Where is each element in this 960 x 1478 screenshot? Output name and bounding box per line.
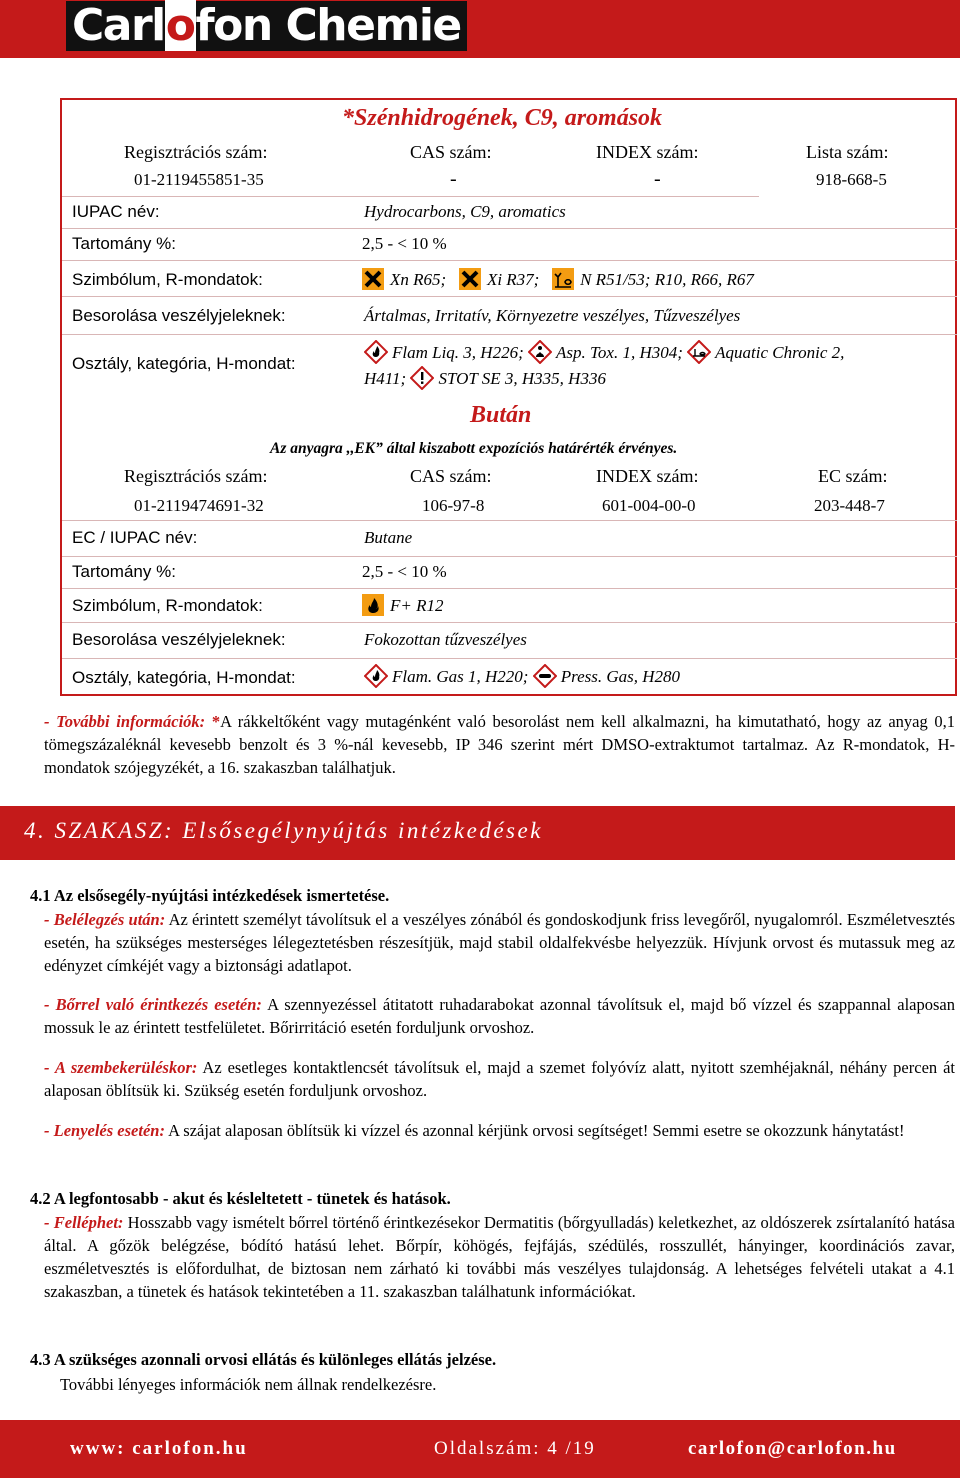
cas-label-2: CAS szám:	[410, 466, 492, 486]
ghs-exclamation-icon	[410, 366, 434, 390]
symbol-label-2: Szimbólum, R-mondatok:	[72, 596, 263, 615]
list-label: Lista szám:	[806, 142, 889, 162]
class-value: Ártalmas, Irritatív, Környezetre veszélyes, Tűzveszélyes	[364, 306, 741, 325]
xn-cross-icon	[362, 268, 384, 290]
ec-label: EC szám:	[818, 466, 888, 486]
reg-value-2: 01-2119474691-32	[134, 496, 264, 515]
symbol-label: Szimbólum, R-mondatok:	[72, 270, 263, 289]
index-label-2: INDEX szám:	[596, 466, 699, 486]
ghs-environment-icon	[687, 340, 711, 364]
hstatement-row-2: Flam. Gas 1, H220; Press. Gas, H280	[364, 664, 680, 688]
range-value: 2,5 - < 10 %	[362, 234, 447, 253]
iupac-label: IUPAC név:	[72, 202, 160, 221]
flame-icon	[362, 594, 384, 616]
s43-heading: 4.3 A szükséges azonnali orvosi ellátás és különleges ellátás jelzése.	[30, 1350, 497, 1369]
iupac-value: Hydrocarbons, C9, aromatics	[364, 202, 566, 221]
footer-band	[0, 1420, 960, 1478]
reg-value: 01-2119455851-35	[134, 170, 264, 189]
cas-label: CAS szám:	[410, 142, 492, 162]
s41-skin: - Bőrrel való érintkezés esetén: A szennyezéssel átitatott ruhadarabokat azonnal távolítsuk el, majd bő vízzel és szappannal alaposan mossuk le az érintett testfelületet. Bőrirritáció esetén forduljunk orvoshoz.	[44, 995, 955, 1037]
cas-value-2: 106-97-8	[422, 496, 485, 515]
more-info: - További információk: *A rákkeltőként vagy mutagénként való besorolást nem kell alkalmazni, ha kimutatható, hogy az anyag 0,1 tömegszázaléknál kevesebb benzolt és 3 %-nál kevesebb, IP 346 szerint mért DMSO-extraktumot tartalmaz. Az R-mondatok, H-mondatok szójegyzékét, a 16. szakaszban találhatjuk.	[44, 712, 956, 777]
company-logo: Carlofon Chemie	[66, 1, 467, 51]
s42-symptoms: - Felléphet: Hosszabb vagy ismételt bőrrel történő érintkezésekor Dermatitis (bőrgyulladás) keletkezhet, az oldószerek zsírtalanító hatása által. A gőzök belégzése, bódító hatású lehet. Bőrpír, köhögés, fejfájás, szédülés, rosszullét, hányinger, koordinációs zavar, eszméletvesztés is előfordulhat, de biztosan nem zárható ki további más veszélyes tulajdonság. A lehetséges felvételi utakat a 4.1 szakaszban, a tünetek és hatások tekintetében a 11. szakaszban találhatunk információkat.	[44, 1213, 956, 1301]
ghs-gas-cylinder-icon	[533, 664, 557, 688]
cas-value: -	[450, 168, 457, 190]
index-value-2: 601-004-00-0	[602, 496, 696, 515]
substance1-title: *Szénhidrogének, C9, aromások	[342, 105, 663, 131]
hstatement-row1: Flam Liq. 3, H226; Asp. Tox. 1, H304; Aquatic Chronic 2,	[364, 340, 844, 364]
index-label: INDEX szám:	[596, 142, 699, 162]
substance2-title: Bután	[470, 402, 532, 428]
reg-label: Regisztrációs szám:	[124, 142, 268, 162]
ghs-flame-icon	[364, 340, 388, 364]
environment-icon	[552, 268, 574, 290]
s41-swallow: - Lenyelés esetén: A szájat alaposan öblítsük ki vízzel és azonnal kérjünk orvosi segítséget! Semmi esetre se okozzunk hánytatást!	[44, 1121, 905, 1140]
s43-text: További lényeges információk nem állnak rendelkezésre.	[60, 1375, 437, 1394]
class-label-2: Besorolása veszélyjeleknek:	[72, 630, 286, 649]
ingredient-table	[60, 98, 957, 696]
exposure-note: Az anyagra ,,EK” által kiszabott expozíciós határérték érvényes.	[270, 440, 678, 457]
reg-label-2: Regisztrációs szám:	[124, 466, 268, 486]
footer-page-number: Oldalszám: 4 /19	[434, 1438, 596, 1459]
hstatement-row2: H411; STOT SE 3, H335, H336	[364, 366, 606, 390]
ghs-flame-icon	[364, 664, 388, 688]
range-label-2: Tartomány %:	[72, 562, 176, 581]
symbol-row: Xn R65; Xi R37; N R51/53; R10, R66, R67	[362, 268, 754, 290]
class-value-2: Fokozottan tűzveszélyes	[364, 630, 527, 649]
list-value: 918-668-5	[816, 170, 887, 189]
footer-email[interactable]: carlofon@carlofon.hu	[688, 1438, 897, 1459]
range-label: Tartomány %:	[72, 234, 176, 253]
range-value-2: 2,5 - < 10 %	[362, 562, 447, 581]
class-label: Besorolása veszélyjeleknek:	[72, 306, 286, 325]
section-title: 4. SZAKASZ: Elsősegélynyújtás intézkedések	[24, 818, 543, 843]
xi-cross-icon	[459, 268, 481, 290]
ghs-health-icon	[528, 340, 552, 364]
symbol-row-2: F+ R12	[362, 594, 444, 616]
s41-heading: 4.1 Az elsősegély-nyújtási intézkedések ismertetése.	[30, 886, 390, 905]
index-value: -	[654, 168, 661, 190]
iupac-label-2: EC / IUPAC név:	[72, 528, 198, 547]
hstatement-label: Osztály, kategória, H-mondat:	[72, 354, 296, 373]
s41-inhalation: - Belélegzés után: Az érintett személyt távolítsuk el a veszélyes zónából és gondoskodjunk friss levegőről, nyugalomról. Eszméletvesztés esetén, ha szükséges mesterséges lélegeztetésben részesítjük, majd stabil oldalfekvésbe helyezzük. Hívjunk orvost és mutassuk meg az edényzet címkéjét vagy a biztonsági adatlapot.	[44, 910, 956, 975]
ec-value: 203-448-7	[814, 496, 885, 515]
hstatement-label-2: Osztály, kategória, H-mondat:	[72, 668, 296, 687]
iupac-value-2: Butane	[364, 528, 413, 547]
s41-eye: - A szembekerüléskor: Az esetleges kontaktlencsét távolítsuk el, majd a szemet folyóvíz alatt, nyitott szemhéjaknál, néhány percen át alaposan öblítsük ki. Szükség esetén forduljunk orvoshoz.	[44, 1058, 956, 1100]
section-header	[0, 806, 955, 860]
s42-heading: 4.2 A legfontosabb - akut és késleltetett - tünetek és hatások.	[30, 1189, 451, 1208]
footer-website[interactable]: www: carlofon.hu	[70, 1438, 248, 1459]
